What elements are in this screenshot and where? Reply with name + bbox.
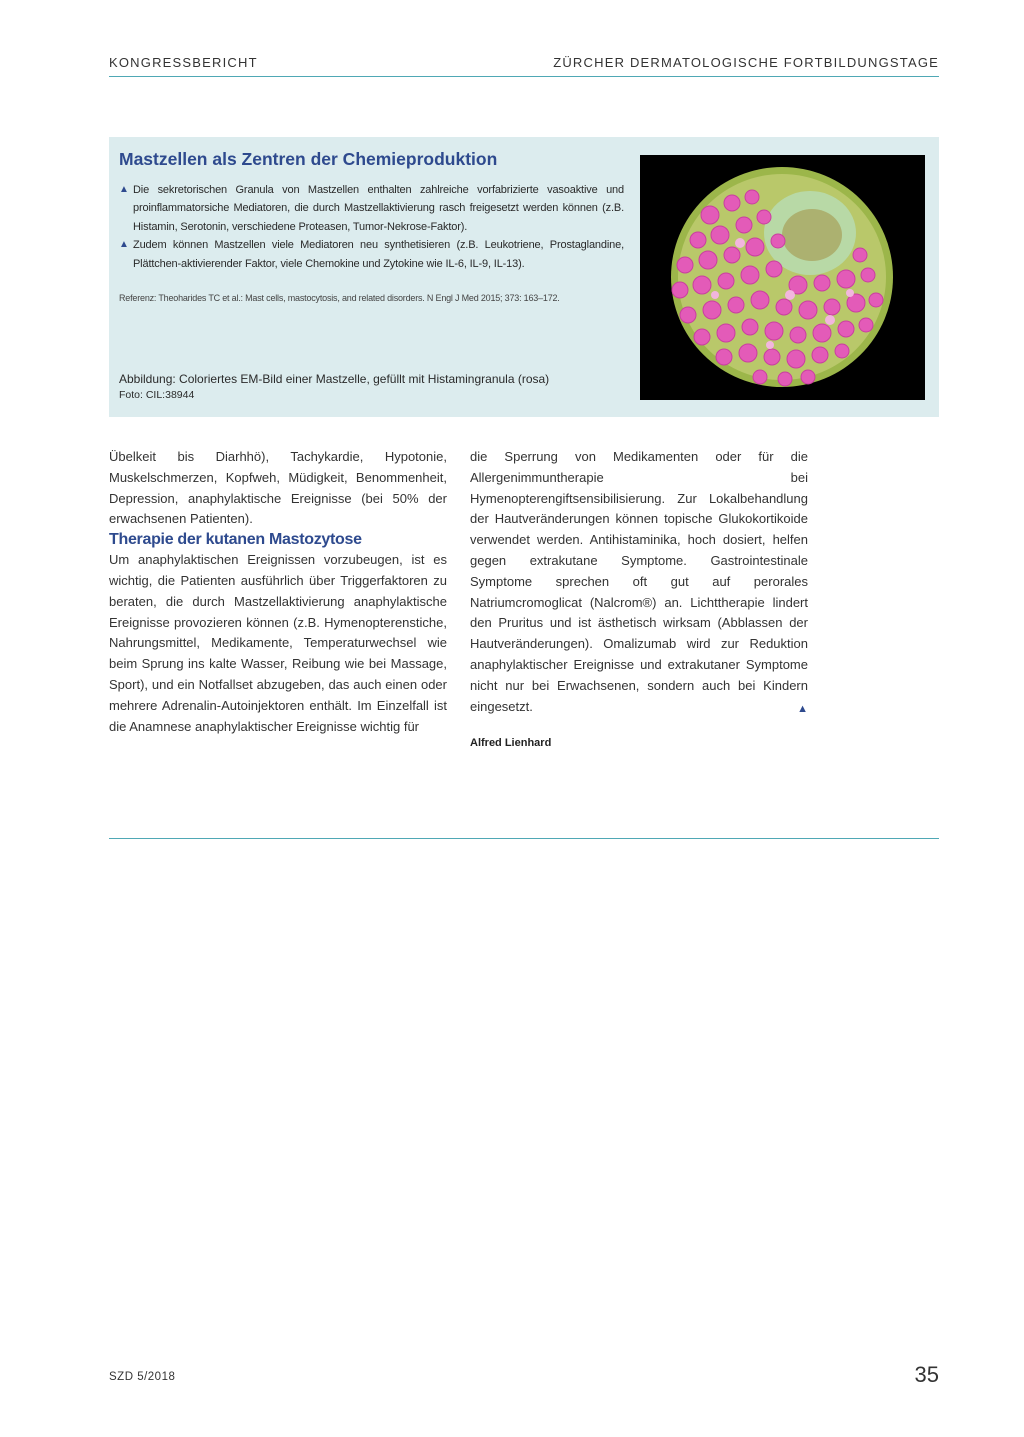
end-of-article-icon: ▲ — [797, 702, 808, 715]
paragraph: Um anaphylaktischen Ereignissen vorzubeugen, ist es wichtig, die Patienten ausführlich über Triggerfaktoren zu beraten, die durch Mastzellaktivierung anaphylaktische Ereignisse provozieren können (z.B. Hymenopterenstiche, Nahrungsmittel, Medikamente, Temperaturwechsel wie beim Sprung ins kalte Wasser, Reibung wie bei Massage, Sport), und ein Notfallset abzugeben, das auch einen oder mehrere Adrenalin-Autoinjektoren enthält. Im Einzelfall ist die Anamnese anaphylaktischer Ereignisse wichtig für — [109, 552, 447, 734]
running-header — [109, 54, 939, 77]
bullet-text: Die sekretorischen Granula von Mastzellen enthalten zahlreiche vorfabrizierte vasoaktive und proinflammatorsiche Mediatoren, die durch Mastzellaktivierung rasch freigesetzt werden können (z.B. Histamin, Serotonin, verschiedene Proteasen, Tumor-Nekrose-Faktor). — [133, 184, 624, 233]
bullet-item — [119, 236, 624, 273]
micrograph-illustration — [640, 155, 925, 400]
info-box — [109, 137, 939, 417]
paragraph: Übelkeit bis Diarhhö), Tachykardie, Hypotonie, Muskelschmerzen, Kopfweh, Müdigkeit, Benommenheit, Depression, anaphylaktische Ereignisse (bei 50% der erwachsenen Patienten). — [109, 449, 447, 527]
reference-note: Referenz: Theoharides TC et al.: Mast cells, mastocytosis, and related disorders. N Engl J Med 2015; 373: 163–172. — [119, 293, 560, 303]
text-column-left — [109, 447, 447, 737]
triangle-bullet-icon: ▲ — [119, 239, 129, 251]
author-name: Alfred Lienhard — [470, 737, 552, 750]
mast-cell-micrograph — [640, 155, 925, 400]
photo-credit: Foto: CIL:38944 — [119, 389, 195, 401]
figure-caption: Abbildung: Coloriertes EM-Bild einer Mastzelle, gefüllt mit Histamingranula (rosa) — [119, 372, 550, 386]
bullet-text: Zudem können Mastzellen viele Mediatoren neu synthetisieren (z.B. Leukotriene, Prostaglandine, Plättchen-aktivierender Faktor, viele Chemokine und Zytokine wie IL-6, IL-9, IL-13). — [133, 239, 624, 270]
paragraph-text: die Sperrung von Medikamenten oder für die Allergenimmuntherapie bei Hymenopterengiftsensibilisierung. Zur Lokalbehandlung der Hautveränderungen können topische Glukokortikoide verwendet werden. Antihistaminika, hoch dosiert, helfen gegen extrakutane Symptome. Gastrointestinale Symptome sprechen oft gut auf perorales Natriumcromoglicat (Nalcrom®) an. Lichttherapie lindert den Pruritus und ist ästhetisch wirksam (Abblassen der Hautveränderungen). Omalizumab wird zur Reduktion anaphylaktischer Ereignisse und extrakutaner Symptome nicht nur bei Erwachsenen, sondern auch bei Kindern eingesetzt. — [470, 449, 808, 714]
bullet-item — [119, 181, 624, 236]
page-number: 35 — [914, 1362, 939, 1387]
triangle-bullet-icon: ▲ — [119, 184, 129, 195]
section-label: KONGRESSBERICHT — [109, 55, 258, 70]
series-label: ZÜRCHER DERMATOLOGISCHE FORTBILDUNGSTAGE — [553, 55, 939, 70]
paragraph — [470, 447, 808, 717]
info-box-title: Mastzellen als Zentren der Chemieproduktion — [119, 149, 498, 169]
text-column-right — [470, 447, 808, 754]
info-box-bullets — [119, 181, 624, 273]
section-heading: Therapie der kutanen Mastozytose — [109, 531, 362, 549]
issue-label: SZD 5/2018 — [109, 1371, 176, 1383]
bottom-rule — [109, 838, 939, 839]
